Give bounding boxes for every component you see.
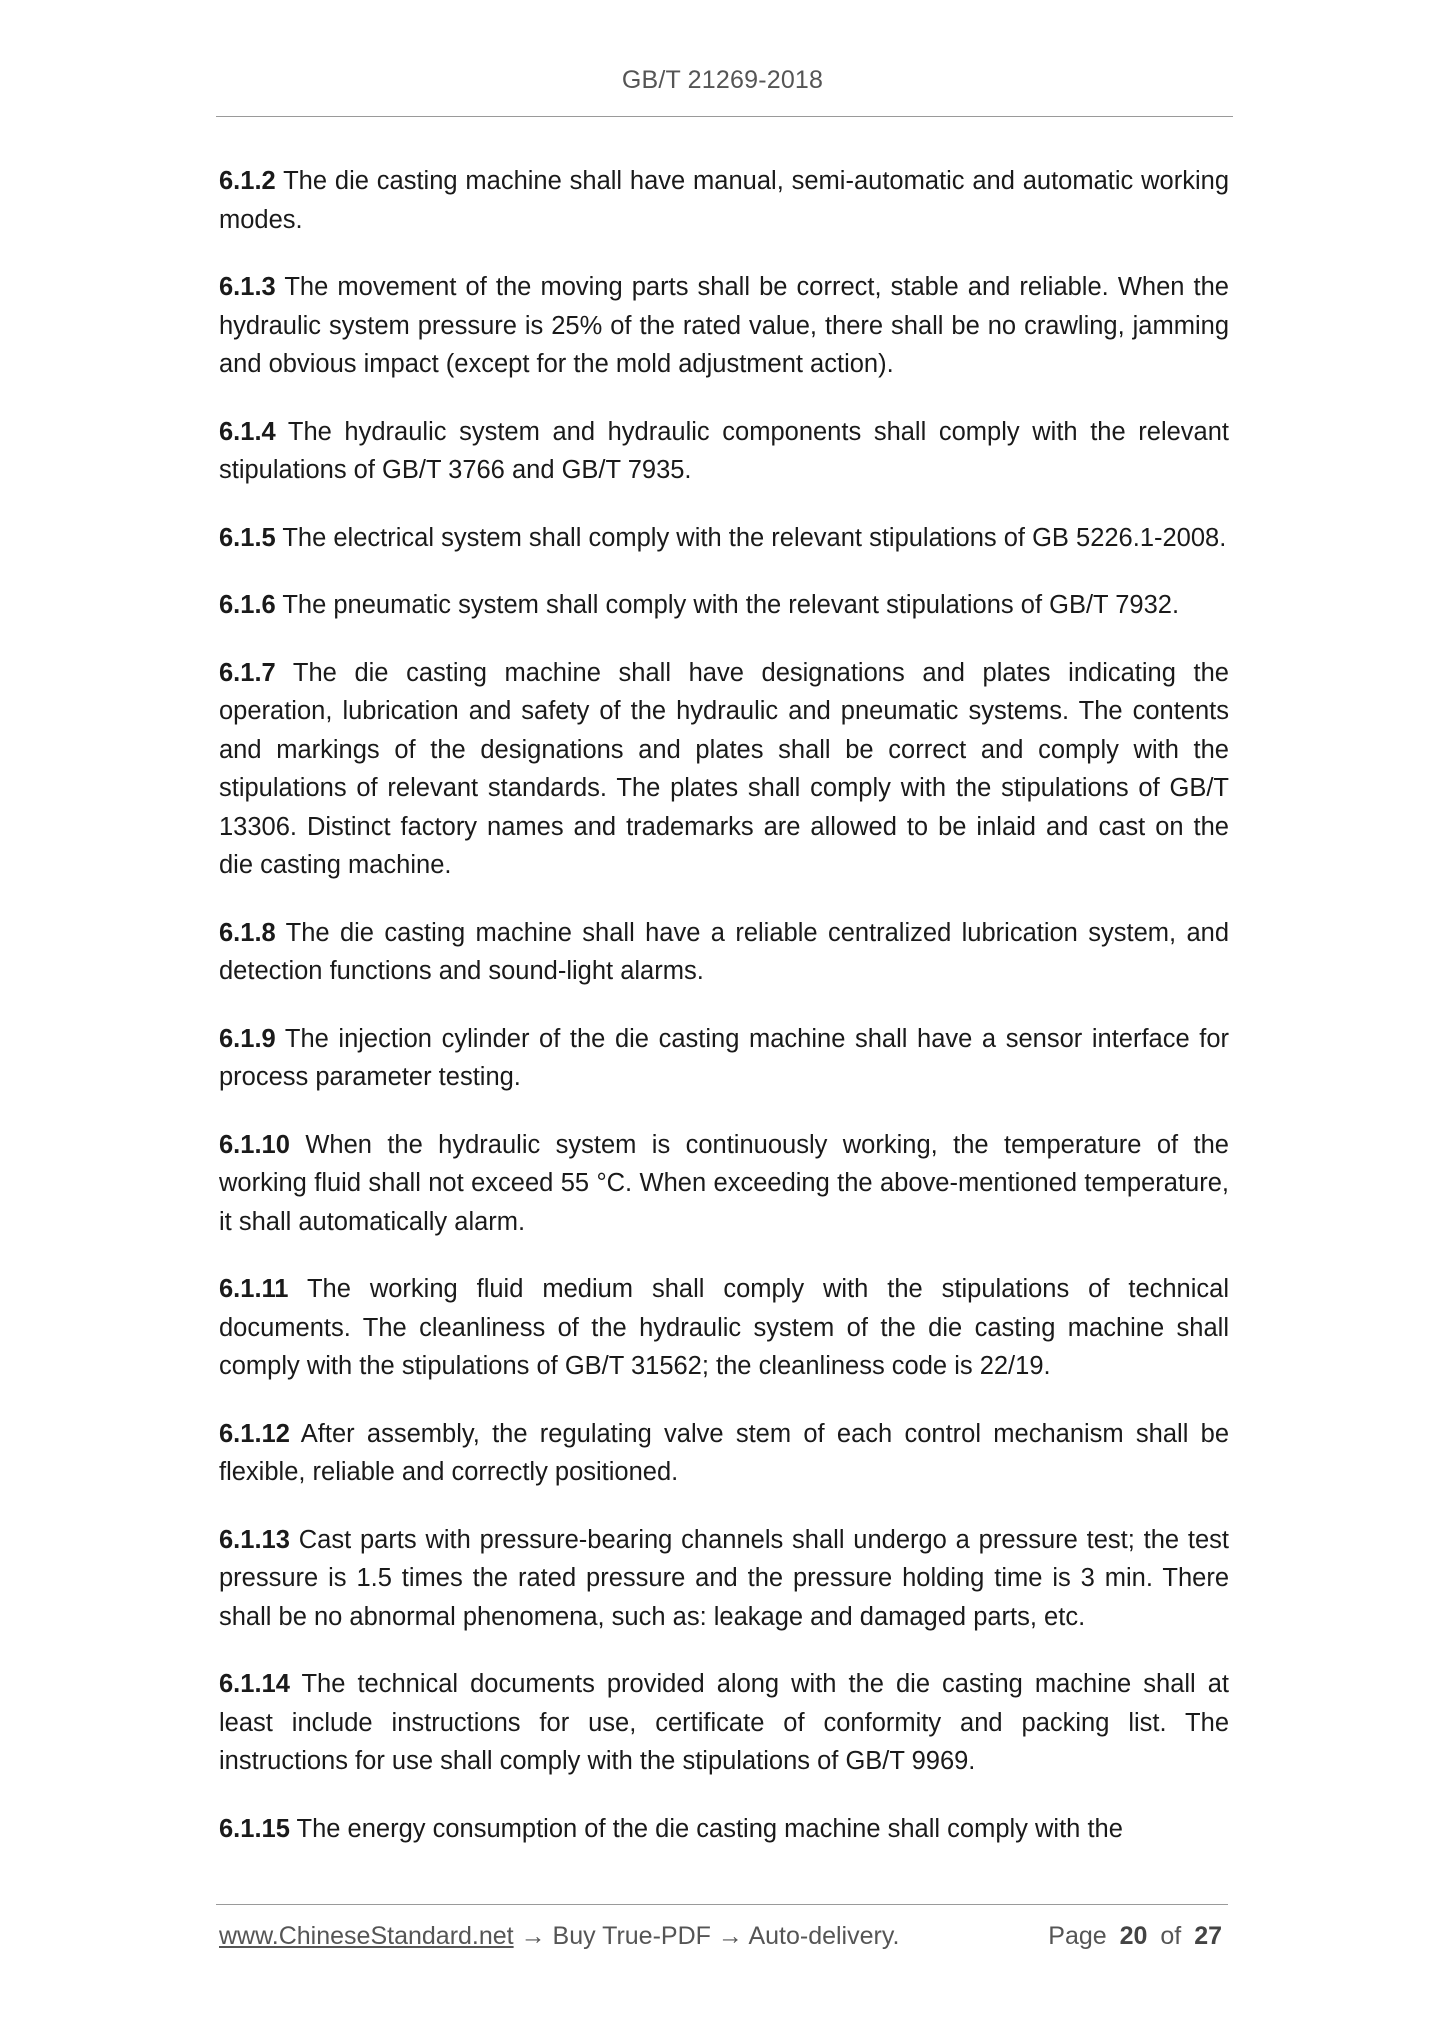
current-page-number: 20 [1119, 1922, 1148, 1950]
clause-number: 6.1.5 [219, 523, 276, 552]
buy-pdf-text: Buy True-PDF [552, 1922, 711, 1950]
clause-text: The energy consumption of the die casting machine shall comply with the [296, 1814, 1123, 1843]
clause-text: The die casting machine shall have a reliable centralized lubrication system, and detection functions and sound-light alarms. [219, 918, 1230, 985]
clause-number: 6.1.13 [219, 1525, 290, 1554]
clause-number: 6.1.7 [219, 658, 276, 687]
clause-6-1-13 [219, 1521, 1229, 1637]
clause-number: 6.1.4 [219, 417, 276, 446]
clause-text: The pneumatic system shall comply with the relevant stipulations of GB/T 7932. [282, 591, 1180, 619]
clause-6-1-3 [219, 268, 1229, 384]
clause-text: The electrical system shall comply with the relevant stipulations of GB 5226.1-2008. [282, 523, 1227, 552]
clause-6-1-11 [219, 1270, 1229, 1386]
clause-text: The technical documents provided along with the die casting machine shall at least include instructions for use, certificate of conformity and packing list. The instructions for use shall comply with the stipulations of GB/T 9969. [219, 1670, 1230, 1775]
clause-6-1-6 [219, 586, 1229, 625]
arrow-icon: → [717, 1922, 743, 1950]
page-header-title: GB/T 21269-2018 [621, 66, 824, 94]
delivery-text: Auto-delivery. [748, 1922, 900, 1950]
clause-text: After assembly, the regulating valve stem of each control mechanism shall be flexible, reliable and correctly positioned. [219, 1419, 1229, 1486]
page-label: Page [1048, 1922, 1107, 1950]
page-footer [219, 1922, 1229, 1958]
clause-6-1-15 [219, 1810, 1229, 1849]
clause-6-1-8 [219, 914, 1229, 991]
clause-number: 6.1.10 [219, 1130, 290, 1159]
clause-number: 6.1.8 [219, 918, 276, 947]
clause-6-1-10 [219, 1126, 1229, 1242]
clause-text: The movement of the moving parts shall be correct, stable and reliable. When the hydraulic system pressure is 25% of the rated value, there shall be no crawling, jamming and obvious impact (except for the mold adjustment action). [219, 273, 1229, 378]
footer-promo [219, 1922, 899, 1951]
total-pages-number: 27 [1194, 1922, 1222, 1950]
clause-text: When the hydraulic system is continuously working, the temperature of the working fluid shall not exceed 55 °C. When exceeding the above-mentioned temperature, it shall automatically alarm. [219, 1130, 1229, 1236]
clause-number: 6.1.11 [219, 1275, 289, 1303]
clause-6-1-7 [219, 654, 1229, 885]
clause-number: 6.1.9 [219, 1024, 276, 1053]
clause-number: 6.1.14 [219, 1670, 290, 1698]
clause-6-1-14 [219, 1665, 1229, 1781]
of-label: of [1160, 1922, 1182, 1950]
clause-number: 6.1.2 [219, 167, 276, 195]
clause-text: The working fluid medium shall comply with the stipulations of technical documents. The cleanliness of the hydraulic system of the die casting machine shall comply with the stipulations of GB/T 31562; the cleanliness code is 22/19. [219, 1275, 1230, 1380]
clause-text: The die casting machine shall have designations and plates indicating the operation, lubrication and safety of the hydraulic and pneumatic systems. The contents and markings of the designations and plates shall be correct and comply with the stipulations of relevant standards. The plates shall comply with the stipulations of GB/T 13306. Distinct factory names and trademarks are allowed to be inlaid and cast on the die casting machine. [219, 658, 1229, 879]
clause-6-1-5 [219, 519, 1229, 558]
document-body [219, 162, 1229, 1877]
clause-number: 6.1.12 [219, 1419, 290, 1448]
page-indicator [1048, 1922, 1222, 1951]
clause-6-1-2 [219, 162, 1229, 239]
arrow-icon: → [520, 1922, 546, 1950]
clause-6-1-9 [219, 1020, 1229, 1097]
clause-6-1-4 [219, 413, 1229, 490]
header-divider [216, 116, 1233, 117]
clause-6-1-12 [219, 1415, 1229, 1492]
clause-text: The hydraulic system and hydraulic components shall comply with the relevant stipulations of GB/T 3766 and GB/T 7935. [219, 417, 1229, 484]
site-link[interactable]: www.ChineseStandard.net [219, 1922, 514, 1950]
clause-text: The injection cylinder of the die casting machine shall have a sensor interface for process parameter testing. [219, 1024, 1230, 1091]
clause-text: Cast parts with pressure-bearing channels shall undergo a pressure test; the test pressure is 1.5 times the rated pressure and the pressure holding time is 3 min. There shall be no abnormal phenomena, such as: leakage and damaged parts, etc. [219, 1525, 1229, 1631]
footer-divider [216, 1904, 1228, 1905]
clause-number: 6.1.3 [219, 273, 276, 301]
clause-text: The die casting machine shall have manual, semi-automatic and automatic working modes. [219, 167, 1230, 234]
clause-number: 6.1.6 [219, 591, 276, 619]
clause-number: 6.1.15 [219, 1814, 290, 1843]
